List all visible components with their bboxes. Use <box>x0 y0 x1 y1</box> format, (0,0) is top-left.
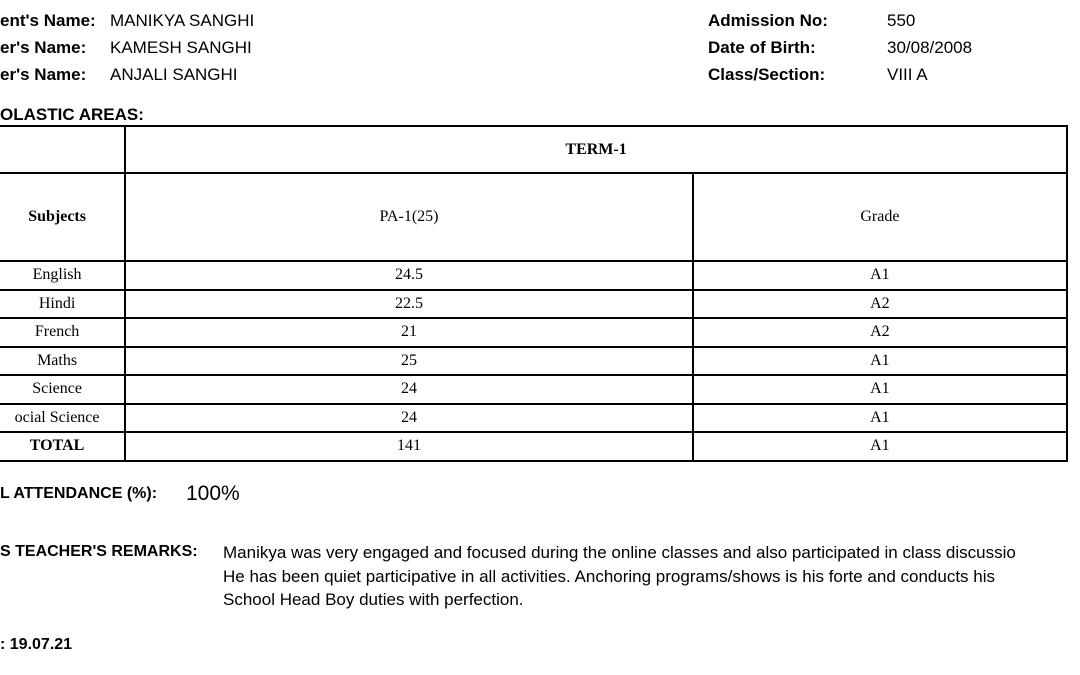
attendance-value: 100% <box>186 482 240 505</box>
marks-cell: 21 <box>125 318 693 347</box>
table-row <box>0 347 1067 376</box>
subject-cell: ocial Science <box>0 404 125 433</box>
attendance-label: L ATTENDANCE (%): <box>0 485 158 502</box>
remarks-text <box>223 541 1016 612</box>
grade-cell: A2 <box>693 290 1067 319</box>
marks-cell: 22.5 <box>125 290 693 319</box>
term-corner-cell <box>0 126 125 173</box>
table-row <box>0 404 1067 433</box>
grade-cell: A1 <box>693 375 1067 404</box>
remarks-line: Manikya was very engaged and focused during the online classes and also participated in class discussio <box>223 543 1016 562</box>
student-name-value: MANIKYA SANGHI <box>110 11 255 30</box>
grade-cell: A1 <box>693 261 1067 290</box>
dob-value: 30/08/2008 <box>887 38 973 57</box>
table-row <box>0 375 1067 404</box>
mother-name-label: er's Name: <box>0 65 87 84</box>
total-grade: A1 <box>693 432 1067 461</box>
table-row <box>0 261 1067 290</box>
results-table <box>0 125 1068 462</box>
class-section-value: VIII A <box>887 65 928 84</box>
report-date: : 19.07.21 <box>0 636 73 653</box>
admission-no-value: 550 <box>887 11 916 30</box>
father-name-value: KAMESH SANGHI <box>110 38 252 57</box>
marks-cell: 24 <box>125 404 693 433</box>
column-header-row <box>0 173 1067 261</box>
table-row <box>0 318 1067 347</box>
marks-cell: 24.5 <box>125 261 693 290</box>
total-label: TOTAL <box>0 432 125 461</box>
term-header: TERM-1 <box>125 126 1067 173</box>
subject-cell: English <box>0 261 125 290</box>
father-name-label: er's Name: <box>0 38 87 57</box>
class-section-label: Class/Section: <box>708 65 826 84</box>
grade-cell: A2 <box>693 318 1067 347</box>
subject-cell: Science <box>0 375 125 404</box>
total-row <box>0 432 1067 461</box>
mother-name-value: ANJALI SANGHI <box>110 65 238 84</box>
subject-cell: Hindi <box>0 290 125 319</box>
subject-cell: Maths <box>0 347 125 376</box>
student-name-label: ent's Name: <box>0 11 96 30</box>
remarks-line: School Head Boy duties with perfection. <box>223 590 524 609</box>
subjects-header: Subjects <box>0 173 125 261</box>
grade-cell: A1 <box>693 404 1067 433</box>
subject-cell: French <box>0 318 125 347</box>
scholastic-areas-title: OLASTIC AREAS: <box>0 105 144 124</box>
admission-no-label: Admission No: <box>708 11 828 30</box>
table-row <box>0 290 1067 319</box>
marks-cell: 24 <box>125 375 693 404</box>
marks-cell: 25 <box>125 347 693 376</box>
remarks-label: S TEACHER'S REMARKS: <box>0 543 198 560</box>
grade-cell: A1 <box>693 347 1067 376</box>
grade-header: Grade <box>693 173 1067 261</box>
term-header-row <box>0 126 1067 173</box>
dob-label: Date of Birth: <box>708 38 816 57</box>
remarks-line: He has been quiet participative in all activities. Anchoring programs/shows is his forte and conducts his <box>223 566 996 586</box>
pa-header: PA-1(25) <box>125 173 693 261</box>
total-marks: 141 <box>125 432 693 461</box>
